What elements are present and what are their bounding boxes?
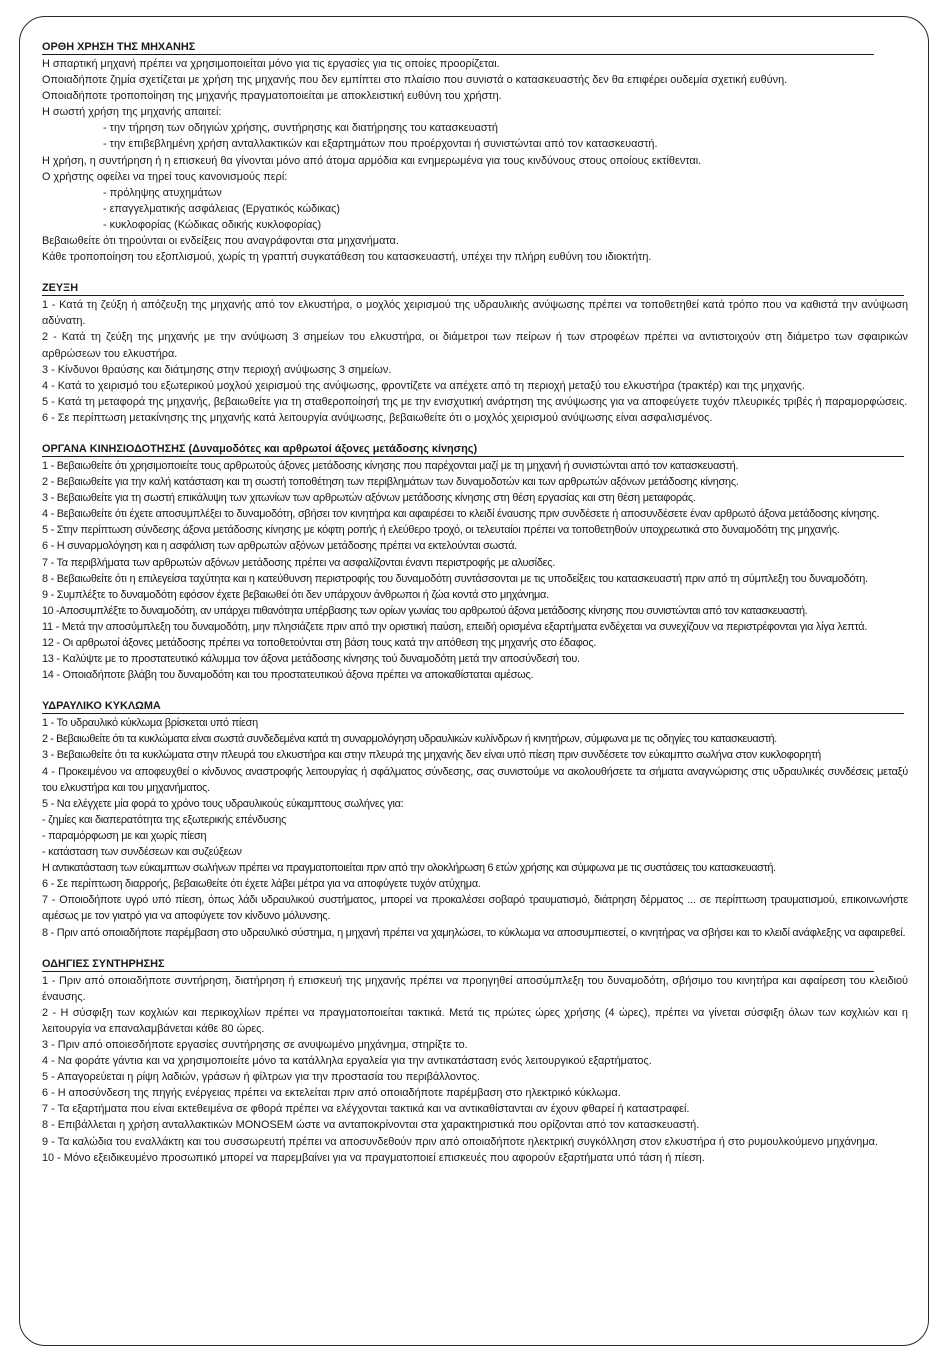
list-item: 4 - Κατά το χειρισμό του εξωτερικού μοχλού χειρισμού της ανύψωσης, φροντίζετε να απέχετε από τη περιοχή μεταξύ του ελκυστήρα (τρακτέρ) και της μηχανής. [42, 379, 805, 392]
paragraph: Βεβαιωθείτε ότι τηρούνται οι ενδείξεις που αναγράφονται στα μηχανήματα. [42, 235, 399, 248]
section-heading: ΟΔΗΓΙΕΣ ΣΥΝΤΗΡΗΣΗΣ [42, 957, 874, 972]
list-item: 2 - Βεβαιωθείτε για την καλή κατάσταση και τη σωστή τοποθέτηση των περιβλημάτων των δυναμοδοτών και των αρθρωτών αξόνων μετάδοσης κίνησης. [42, 476, 739, 489]
list-item: 2 - Η σύσφιξη των κοχλιών και περικοχλίων πρέπει να πραγματοποιείται τακτικά. Μετά τις πρώτες ώρες χρήσης (4 ώρες), πρέπει να γίνεται σύσφιξη όλων των κοχλιών και η λειτουργία να επαναλαμβάνεται κάθε 80 ώρες. [42, 1006, 908, 1035]
list-item: 3 - Βεβαιωθείτε ότι τα κυκλώματα στην πλευρά του ελκυστήρα και στην πλευρά της μηχανής δεν είναι υπό πίεση πριν συνδέσετε τον εύκαμπτο σωλήνα στον κυκλοφορητή [42, 749, 821, 762]
list-item: 6 - Σε περίπτωση διαρροής, βεβαιωθείτε ότι έχετε λάβει μέτρα για να αποφύγετε τυχόν ατύχημα. [42, 878, 481, 891]
list-item: 5 - Απαγορεύεται η ρίψη λαδιών, γράσων ή φίλτρων για την προστασία του περιβάλλοντος. [42, 1071, 480, 1084]
section-hydraulic-circuit [42, 699, 908, 940]
list-item: 4 - Προκειμένου να αποφευχθεί ο κίνδυνος αναστροφής λειτουργίας ή σφάλματος σύνδεσης, σας συνιστούμε να ακολουθήσετε τα σήματα αναγνώρισης στις υδραυλικές συνδέσεις μεταξύ του ελκυστήρα και του μηχανήματος. [42, 765, 908, 794]
list-item: 1 - Βεβαιωθείτε ότι χρησιμοποιείτε τους αρθρωτούς άξονες μετάδοσης κίνησης που παρέχονται μαζί με τη μηχανή ή συνιστώνται από τον κατασκευαστή. [42, 459, 739, 472]
bullet-item: - επαγγελματικής ασφάλειας (Εργατικός κώδικας) [103, 202, 341, 215]
list-item: 2 - Βεβαιωθείτε ότι τα κυκλώματα είναι σωστά συνδεδεμένα κατά τη συναρμολόγηση υδραυλικών κυλίνδρων ή κινητήρων, σύμφωνα με τις οδηγίες του κατασκευαστή. [42, 733, 777, 746]
list-item: 7 - Τα εξαρτήματα που είναι εκτεθειμένα σε φθορά πρέπει να ελέγχονται τακτικά και να αντικαθίστανται αν έχουν φθαρεί ή καταστραφεί. [42, 1103, 690, 1116]
list-item: 1 - Το υδραυλικό κύκλωμα βρίσκεται υπό πίεση [42, 717, 258, 730]
list-item: 3 - Πριν από οποιεσδήποτε εργασίες συντήρησης σε ανυψωμένο μηχάνημα, στηρίξτε το. [42, 1038, 468, 1051]
section-drive-components [42, 442, 908, 683]
list-item: 10 - Μόνο εξειδικευμένο προσωπικό μπορεί να παρεμβαίνει για να πραγματοποιεί επισκευές που αφορούν εξαρτήματα υπό τάση ή πίεση. [42, 1151, 705, 1164]
list-item: 9 - Τα καλώδια του εναλλάκτη και του συσσωρευτή πρέπει να αποσυνδεθούν πριν από οποιαδήποτε ηλεκτρική συγκόλληση στον ελκυστήρα ή στο ρυμουλκούμενο μηχάνημα. [42, 1135, 878, 1148]
section-heading: ΖΕΥΞΗ [42, 281, 904, 296]
bullet-item: - πρόληψης ατυχημάτων [103, 186, 222, 199]
list-item: 8 - Βεβαιωθείτε ότι η επιλεγείσα ταχύτητα και η κατεύθυνση περιστροφής του δυναμοδότη συντάσσονται με τις υποδείξεις του κατασκευαστή πριν από τη σύμπλεξη του δυναμοδότη. [42, 572, 868, 585]
list-item: 5 - Να ελέγχετε μία φορά το χρόνο τους υδραυλικούς εύκαμπτους σωλήνες για: [42, 797, 404, 810]
list-item: - κατάσταση των συνδέσεων και συζεύξεων [42, 846, 242, 859]
list-item: 4 - Βεβαιωθείτε ότι έχετε αποσυμπλέξει το δυναμοδότη, σβήσει τον κινητήρα και αφαιρέσει το κλειδί έναυσης πριν συνδέσετε ή αποσυνδέσετε έναν αρθρωτό άξονα μετάδοσης κίνησης. [42, 508, 880, 521]
list-item: 3 - Κίνδυνοι θραύσης και διάτμησης στην περιοχή ανύψωσης 3 σημείων. [42, 363, 392, 376]
bullet-item: - την τήρηση των οδηγιών χρήσης, συντήρησης και διατήρησης του κατασκευαστή [103, 122, 498, 135]
list-item: 6 - Η συναρμολόγηση και η ασφάλιση των αρθρωτών αξόνων μετάδοσης πρέπει να εκτελούνται σωστά. [42, 540, 518, 553]
section-heading: ΟΡΓΑΝΑ ΚΙΝΗΣΙΟΔΟΤΗΣΗΣ (Δυναμοδότες και αρθρωτοί άξονες μετάδοσης κίνησης) [42, 442, 904, 457]
paragraph: Οποιαδήποτε ζημία σχετίζεται με χρήση της μηχανής που δεν εμπίπτει στο πλαίσιο που συνιστά ο κατασκευαστής δεν θα επιφέρει ουδεμία σχετική ευθύνη. [42, 74, 788, 87]
list-item: 2 - Κατά τη ζεύξη της μηχανής με την ανύψωση 3 σημείων του ελκυστήρα, οι διάμετροι των πείρων ή των στροφέων πρέπει να αντιστοιχούν στη διάμετρο των σφαιρικών αρθρώσεων του ελκυστήρα. [42, 331, 908, 360]
list-item: 4 - Να φοράτε γάντια και να χρησιμοποιείτε μόνο τα κατάλληλα εργαλεία για την αντικατάσταση ενός λειτουργικού εξαρτήματος. [42, 1055, 652, 1068]
section-maintenance [42, 957, 908, 1166]
list-item: 14 - Οποιαδήποτε βλάβη του δυναμοδότη και του προστατευτικού άξονα πρέπει να αποκαθίσταται αμέσως. [42, 669, 534, 682]
list-item: 6 - Σε περίπτωση μετακίνησης της μηχανής κατά λειτουργία ανύψωσης, βεβαιωθείτε ότι ο μοχλός χειρισμού ανύψωσης είναι ασφαλισμένος. [42, 411, 713, 424]
paragraph: Η σωστή χρήση της μηχανής απαιτεί: [42, 106, 222, 119]
paragraph: Κάθε τροποποίηση του εξοπλισμού, χωρίς τη γραπτή συγκατάθεση του κατασκευαστή, υπέχει την πλήρη ευθύνη του ιδιοκτήτη. [42, 251, 652, 264]
list-item: 11 - Μετά την αποσύμπλεξη του δυναμοδότη, μην πλησιάζετε πριν από την οριστική παύση, επειδή ορισμένα εξαρτήματα ενδέχεται να συνεχίζουν να περιστρέφονται για λίγα λεπτά. [42, 620, 868, 633]
list-item: 7 - Τα περιβλήματα των αρθρωτών αξόνων μετάδοσης πρέπει να ασφαλίζονται έναντι περιστροφής με αλυσίδες. [42, 556, 556, 569]
paragraph: Η σπαρτική μηχανή πρέπει να χρησιμοποιείται μόνο για τις εργασίες για τις οποίες προορίζεται. [42, 58, 500, 70]
list-item: 5 - Κατά τη μεταφορά της μηχανής, βεβαιωθείτε για τη σταθεροποίησή της με την ενισχυτική ανάρτηση της ανύψωσης για να αποφεύγετε τυχόν πλευρικές τριβές ή παραμορφώσεις. [42, 395, 908, 408]
paragraph: Ο χρήστης οφείλει να τηρεί τους κανονισμούς περί: [42, 170, 288, 183]
list-item: 12 - Οι αρθρωτοί άξονες μετάδοσης πρέπει να τοποθετούνται στη βάση τους κατά την απόθεση της μηχανής στο έδαφος. [42, 637, 597, 649]
list-item: 9 - Συμπλέξτε το δυναμοδότη εφόσον έχετε βεβαιωθεί ότι δεν υπάρχουν άνθρωποι ή ζώα κοντά στο μηχάνημα. [42, 588, 549, 601]
document-body [42, 40, 908, 1182]
list-item: 10 -Αποσυμπλέξτε το δυναμοδότη, αν υπάρχει πιθανότητα υπέρβασης των ορίων γωνίας του αρθρωτού άξονα μετάδοσης κίνησης που συνιστώνται από τον κατασκευαστή. [42, 604, 808, 617]
paragraph: Η χρήση, η συντήρηση ή η επισκευή θα γίνονται μόνο από άτομα αρμόδια και ενημερωμένα για τους κινδύνους στους οποίους εκτίθενται. [42, 154, 702, 167]
list-item: 8 - Πριν από οποιαδήποτε παρέμβαση στο υδραυλικό σύστημα, η μηχανή πρέπει να χαμηλώσει, το κύκλωμα να αποσυμπιεστεί, ο κινητήρας να σβήσει και το κλειδί ανάφλεξης να αφαιρεθεί. [42, 926, 906, 939]
list-item: 6 - Η αποσύνδεση της πηγής ενέργειας πρέπει να εκτελείται πριν από οποιαδήποτε παρέμβαση στο ηλεκτρικό κύκλωμα. [42, 1087, 621, 1100]
section-coupling [42, 281, 908, 426]
list-item: Η αντικατάσταση των εύκαμπτων σωλήνων πρέπει να πραγματοποιείται πριν από την ολοκλήρωση 6 ετών χρήσης και σύμφωνα με τις συστάσεις του κατασκευαστή. [42, 862, 776, 875]
section-correct-use [42, 40, 908, 265]
paragraph: Οποιαδήποτε τροποποίηση της μηχανής πραγματοποιείται με αποκλειστική ευθύνη του χρήστη. [42, 90, 502, 103]
list-item: 1 - Πριν από οποιαδήποτε συντήρηση, διατήρηση ή επισκευή της μηχανής πρέπει να προηγηθεί αποσύμπλεξη του δυναμοδότη, σβήσιμο του κινητήρα και αφαίρεση του κλειδιού έναυσης. [42, 974, 908, 1003]
list-item: 13 - Καλύψτε με το προστατευτικό κάλυμμα τον άξονα μετάδοσης κίνησης τού δυναμοδότη μετά την αποσύνδεσή του. [42, 653, 580, 666]
bullet-item: - την επιβεβλημένη χρήση ανταλλακτικών και εξαρτημάτων που προέρχονται ή συνιστώνται από τον κατασκευαστή. [103, 138, 658, 151]
bullet-item: - κυκλοφορίας (Κώδικας οδικής κυκλοφορίας) [103, 218, 322, 231]
list-item: - ζημίες και διαπερατότητα της εξωτερικής επένδυσης [42, 813, 287, 826]
section-heading: ΥΔΡΑΥΛΙΚΟ ΚΥΚΛΩΜΑ [42, 699, 904, 714]
list-item: 7 - Οποιοδήποτε υγρό υπό πίεση, όπως λάδι υδραυλικού συστήματος, μπορεί να προκαλέσει σοβαρό τραυματισμό, διάτρηση δέρματος ... σε περίπτωση τραυματισμού, επικοινωνήστε αμέσως με τον γιατρό για να αποφύγετε τον κίνδυνο μόλυνσης. [42, 894, 908, 923]
list-item: 1 - Κατά τη ζεύξη ή απόζευξη της μηχανής από τον ελκυστήρα, ο μοχλός χειρισμού της υδραυλικής ανύψωσης πρέπει να τοποθετηθεί κατά τρόπο που να καθιστά την ανύψωση αδύνατη. [42, 299, 908, 328]
list-item: - παραμόρφωση με και χωρίς πίεση [42, 829, 207, 842]
section-heading: ΟΡΘΗ ΧΡΗΣΗ ΤΗΣ ΜΗΧΑΝΗΣ [42, 40, 874, 55]
list-item: 5 - Στην περίπτωση σύνδεσης άξονα μετάδοσης κίνησης με κόφτη ροπής ή ελεύθερο τροχό, οι τελευταίοι πρέπει να τοποθετηθούν υποχρεωτικά στο δυναμοδότη της μηχανής. [42, 524, 840, 537]
list-item: 8 - Επιβάλλεται η χρήση ανταλλακτικών MONOSEM ώστε να ανταποκρίνονται στα χαρακτηριστικά που ορίζονται από τον κατασκευαστή. [42, 1119, 700, 1132]
list-item: 3 - Βεβαιωθείτε για τη σωστή επικάλυψη των χιτωνίων των αρθρωτών αξόνων μετάδοσης κίνησης στη θέση εργασίας και στη θέση μεταφοράς. [42, 492, 696, 505]
